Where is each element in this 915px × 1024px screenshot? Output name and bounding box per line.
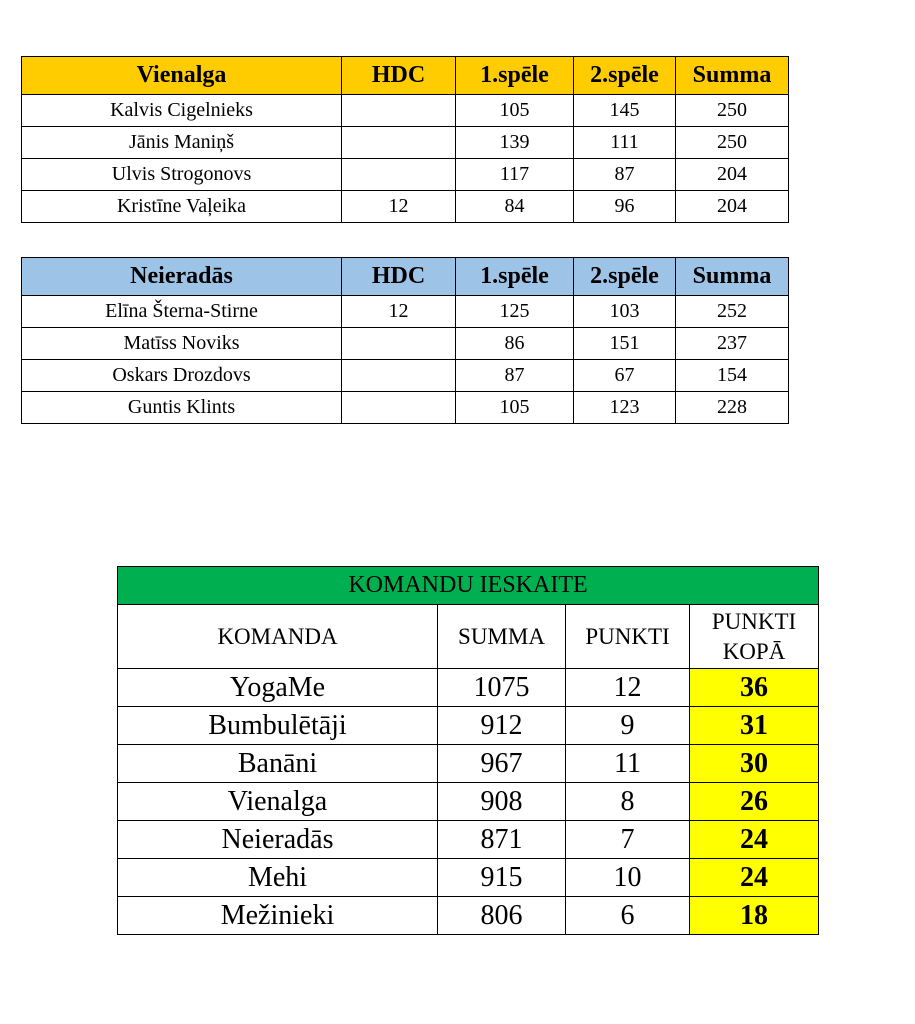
ranking-team: Bumbulētāji	[118, 707, 438, 745]
ranking-row	[118, 707, 819, 745]
player-row	[22, 328, 789, 360]
player-name: Elīna Šterna-Stirne	[22, 296, 342, 328]
ranking-header-row	[118, 605, 819, 669]
player-name: Ulvis Strogonovs	[22, 159, 342, 191]
ranking-points: 11	[566, 745, 690, 783]
ranking-team: YogaMe	[118, 669, 438, 707]
ranking-points: 8	[566, 783, 690, 821]
team-column-header: KOMANDA	[118, 605, 438, 669]
ranking-points: 12	[566, 669, 690, 707]
player-name: Guntis Klints	[22, 392, 342, 424]
player-hdc	[342, 328, 456, 360]
ranking-team: Vienalga	[118, 783, 438, 821]
ranking-team: Mehi	[118, 859, 438, 897]
team-table-header-row	[22, 258, 789, 296]
team-ranking-table	[117, 566, 819, 935]
player-row	[22, 360, 789, 392]
player-game2: 87	[574, 159, 676, 191]
ranking-row	[118, 783, 819, 821]
team-name-header: Neieradās	[22, 258, 342, 296]
game2-header: 2.spēle	[574, 57, 676, 95]
ranking-sum: 871	[438, 821, 566, 859]
ranking-points: 6	[566, 897, 690, 935]
player-sum: 204	[676, 159, 789, 191]
sum-column-header: SUMMA	[438, 605, 566, 669]
player-hdc: 12	[342, 296, 456, 328]
player-game1: 86	[456, 328, 574, 360]
ranking-title-row	[118, 567, 819, 605]
player-game2: 145	[574, 95, 676, 127]
ranking-total: 26	[690, 783, 819, 821]
player-game1: 87	[456, 360, 574, 392]
player-row	[22, 191, 789, 223]
team-table-vienalga	[21, 56, 789, 223]
ranking-row	[118, 745, 819, 783]
player-hdc	[342, 392, 456, 424]
game1-header: 1.spēle	[456, 258, 574, 296]
sum-header: Summa	[676, 57, 789, 95]
player-sum: 250	[676, 95, 789, 127]
player-game1: 139	[456, 127, 574, 159]
player-sum: 250	[676, 127, 789, 159]
player-hdc: 12	[342, 191, 456, 223]
ranking-sum: 806	[438, 897, 566, 935]
player-sum: 228	[676, 392, 789, 424]
player-sum: 154	[676, 360, 789, 392]
player-game1: 84	[456, 191, 574, 223]
ranking-total: 36	[690, 669, 819, 707]
ranking-sum: 912	[438, 707, 566, 745]
ranking-points: 7	[566, 821, 690, 859]
player-game1: 125	[456, 296, 574, 328]
ranking-points: 10	[566, 859, 690, 897]
player-name: Matīss Noviks	[22, 328, 342, 360]
ranking-team: Banāni	[118, 745, 438, 783]
points-column-header: PUNKTI	[566, 605, 690, 669]
player-hdc	[342, 360, 456, 392]
ranking-row	[118, 897, 819, 935]
hdc-header: HDC	[342, 57, 456, 95]
player-sum: 237	[676, 328, 789, 360]
ranking-sum: 908	[438, 783, 566, 821]
player-game2: 103	[574, 296, 676, 328]
total-points-column-header: PUNKTI KOPĀ	[690, 605, 819, 669]
player-hdc	[342, 159, 456, 191]
ranking-row	[118, 669, 819, 707]
ranking-total: 24	[690, 859, 819, 897]
player-hdc	[342, 95, 456, 127]
player-game1: 105	[456, 392, 574, 424]
player-name: Kalvis Cigelnieks	[22, 95, 342, 127]
ranking-team: Mežinieki	[118, 897, 438, 935]
ranking-total: 30	[690, 745, 819, 783]
ranking-title: KOMANDU IESKAITE	[118, 567, 819, 605]
player-game2: 151	[574, 328, 676, 360]
player-row	[22, 392, 789, 424]
player-name: Oskars Drozdovs	[22, 360, 342, 392]
player-game1: 117	[456, 159, 574, 191]
player-sum: 204	[676, 191, 789, 223]
ranking-total: 31	[690, 707, 819, 745]
team-table-neieradas	[21, 257, 789, 424]
game2-header: 2.spēle	[574, 258, 676, 296]
ranking-sum: 1075	[438, 669, 566, 707]
player-hdc	[342, 127, 456, 159]
player-game2: 111	[574, 127, 676, 159]
ranking-total: 24	[690, 821, 819, 859]
ranking-team: Neieradās	[118, 821, 438, 859]
team-name-header: Vienalga	[22, 57, 342, 95]
player-row	[22, 127, 789, 159]
ranking-sum: 915	[438, 859, 566, 897]
ranking-row	[118, 821, 819, 859]
player-sum: 252	[676, 296, 789, 328]
player-game2: 67	[574, 360, 676, 392]
ranking-sum: 967	[438, 745, 566, 783]
game1-header: 1.spēle	[456, 57, 574, 95]
player-name: Jānis Maniņš	[22, 127, 342, 159]
player-row	[22, 296, 789, 328]
player-game2: 123	[574, 392, 676, 424]
player-row	[22, 95, 789, 127]
hdc-header: HDC	[342, 258, 456, 296]
ranking-row	[118, 859, 819, 897]
player-game2: 96	[574, 191, 676, 223]
player-row	[22, 159, 789, 191]
player-name: Kristīne Vaļeika	[22, 191, 342, 223]
sum-header: Summa	[676, 258, 789, 296]
team-table-header-row	[22, 57, 789, 95]
player-game1: 105	[456, 95, 574, 127]
ranking-total: 18	[690, 897, 819, 935]
ranking-points: 9	[566, 707, 690, 745]
